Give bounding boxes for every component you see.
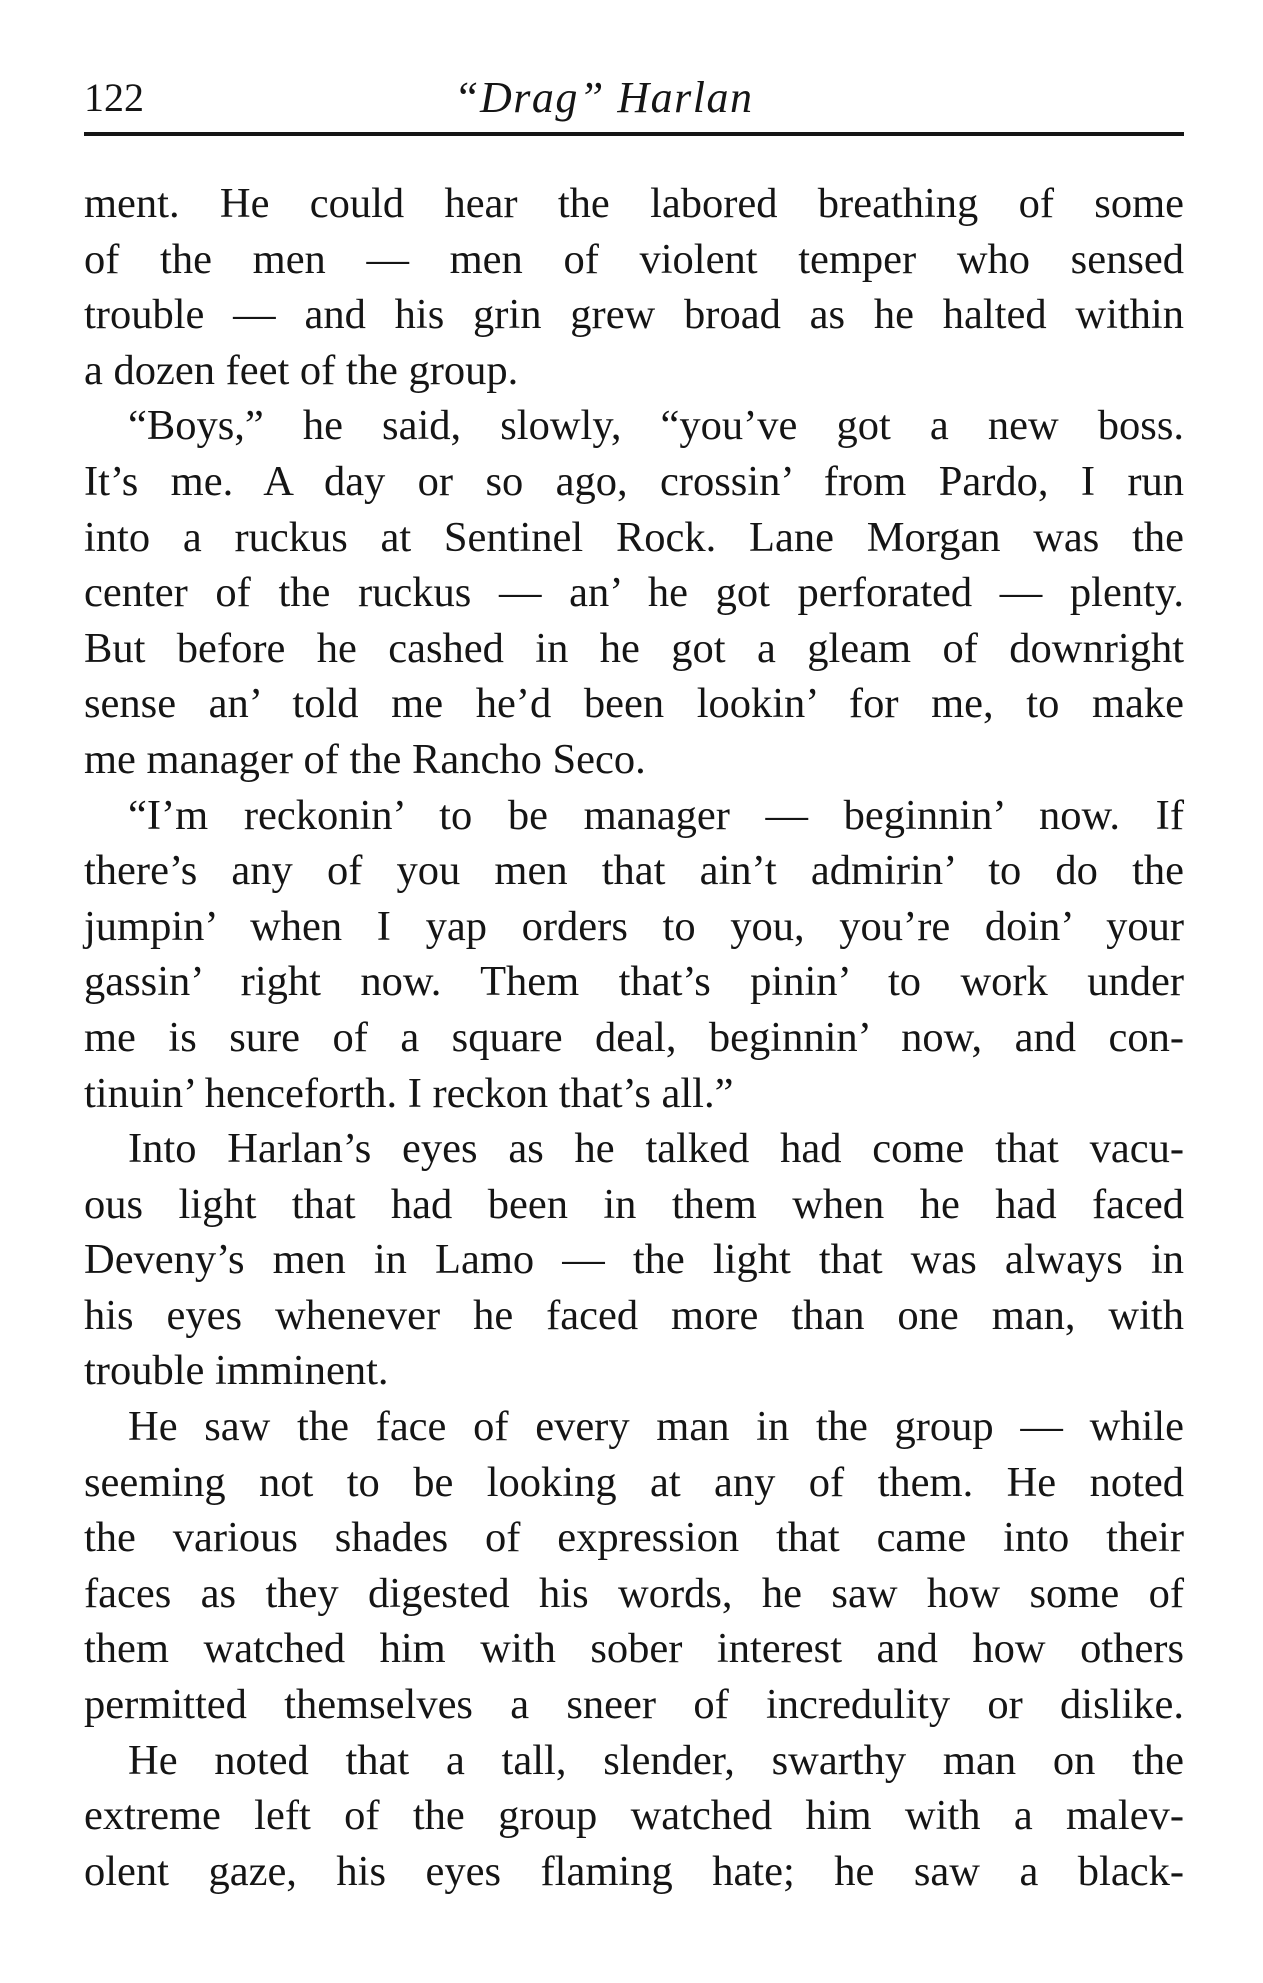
header-rule xyxy=(84,132,1184,136)
text-line: center of the ruckus — an’ he got perforated — plenty. xyxy=(84,569,1184,617)
text-line: trouble imminent. xyxy=(84,1347,389,1395)
text-line: the various shades of expression that came into their xyxy=(84,1514,1184,1562)
text-line: me manager of the Rancho Seco. xyxy=(84,735,646,783)
paragraph xyxy=(84,176,1184,398)
text-line: trouble — and his grin grew broad as he halted within xyxy=(84,291,1184,339)
text-line: faces as they digested his words, he saw how some of xyxy=(84,1569,1184,1617)
text-line: Deveny’s men in Lamo — the light that was always in xyxy=(84,1236,1184,1284)
paragraph xyxy=(84,1121,1184,1399)
text-line: his eyes whenever he faced more than one man, with xyxy=(84,1291,1184,1339)
text-line: He saw the face of every man in the group — while xyxy=(128,1403,1184,1451)
text-line: He noted that a tall, slender, swarthy man on the xyxy=(128,1736,1184,1784)
paragraph xyxy=(84,398,1184,787)
running-head xyxy=(84,68,1184,128)
text-line: But before he cashed in he got a gleam of downright xyxy=(84,624,1184,672)
text-line: jumpin’ when I yap orders to you, you’re doin’ your xyxy=(84,902,1184,950)
text-line: sense an’ told me he’d been lookin’ for me, to make xyxy=(84,680,1184,728)
text-line: Into Harlan’s eyes as he talked had come that vacu- xyxy=(128,1125,1184,1173)
text-line: them watched him with sober interest and how others xyxy=(84,1625,1184,1673)
paragraph xyxy=(84,788,1184,1122)
text-line: into a ruckus at Sentinel Rock. Lane Morgan was the xyxy=(84,513,1184,561)
running-title: “Drag” Harlan xyxy=(454,73,754,122)
text-line: olent gaze, his eyes flaming hate; he saw a black- xyxy=(84,1847,1184,1895)
paragraph xyxy=(84,1733,1184,1900)
page-number: 122 xyxy=(84,75,144,120)
text-line: ous light that had been in them when he had faced xyxy=(84,1180,1184,1228)
text-line: me is sure of a square deal, beginnin’ now, and con- xyxy=(84,1013,1184,1061)
text-line: “I’m reckonin’ to be manager — beginnin’ now. If xyxy=(128,791,1184,839)
text-line: “Boys,” he said, slowly, “you’ve got a new boss. xyxy=(128,402,1184,450)
text-line: gassin’ right now. Them that’s pinin’ to work under xyxy=(84,958,1184,1006)
text-line: there’s any of you men that ain’t admirin’ to do the xyxy=(84,847,1184,895)
body-text xyxy=(84,176,1184,1899)
text-line: It’s me. A day or so ago, crossin’ from Pardo, I run xyxy=(84,457,1184,505)
text-line: tinuin’ henceforth. I reckon that’s all.” xyxy=(84,1069,734,1117)
text-line: a dozen feet of the group. xyxy=(84,346,519,394)
text-line: seeming not to be looking at any of them. He noted xyxy=(84,1458,1184,1506)
paragraph xyxy=(84,1399,1184,1733)
text-line: extreme left of the group watched him with a malev- xyxy=(84,1792,1184,1840)
text-line: of the men — men of violent temper who sensed xyxy=(84,235,1184,283)
text-line: permitted themselves a sneer of incredulity or dislike. xyxy=(84,1681,1184,1729)
text-line: ment. He could hear the labored breathing of some xyxy=(84,180,1184,227)
